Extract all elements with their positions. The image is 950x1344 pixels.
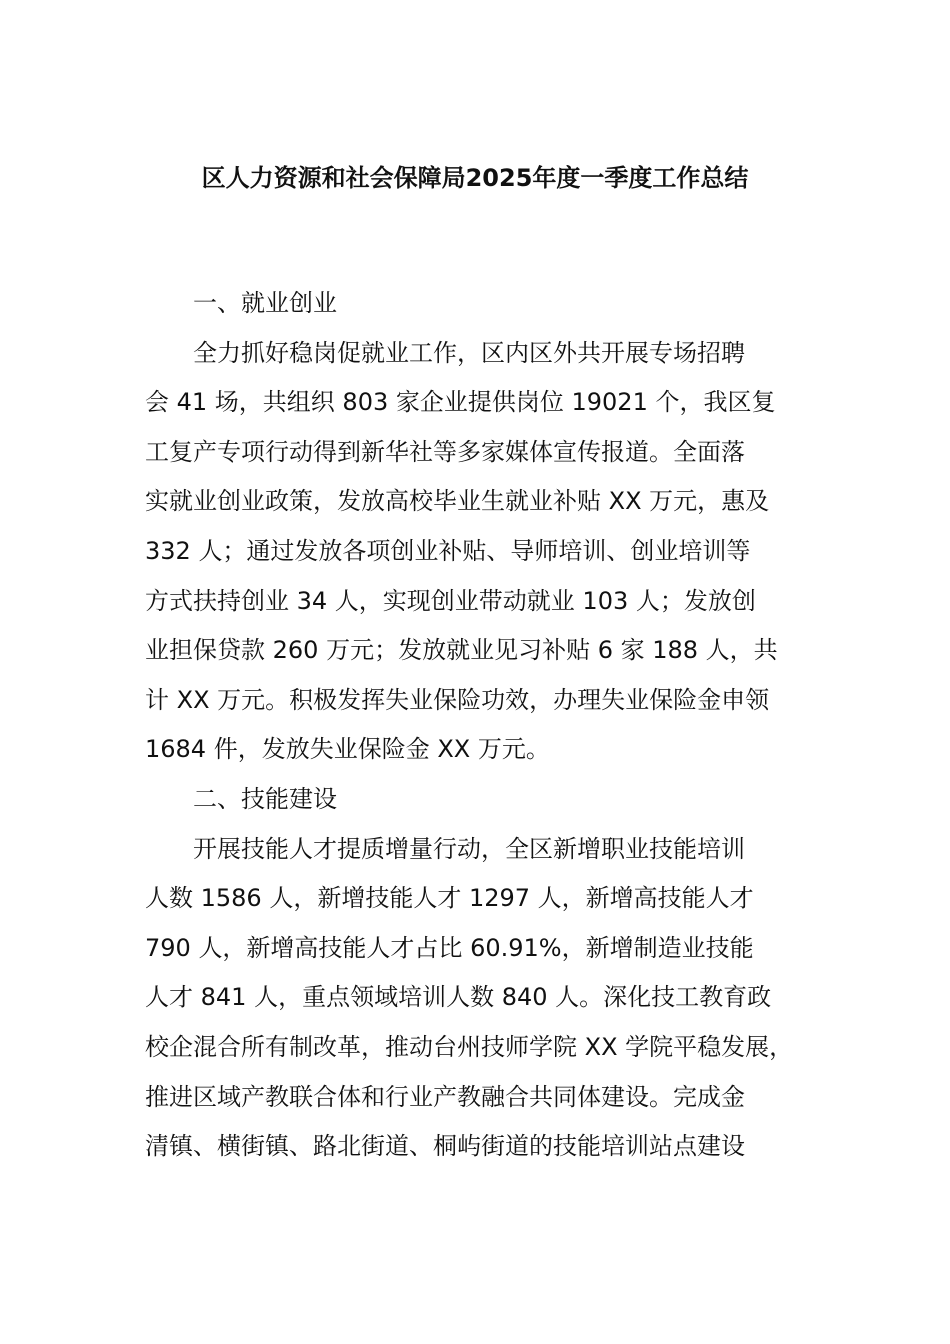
text-line: 人才 841 人，重点领域培训人数 840 人。深化技工教育政: [145, 983, 772, 1012]
section-heading-employment: 一、就业创业: [193, 289, 337, 317]
text-line: 会 41 场，共组织 803 家企业提供岗位 19021 个，我区复: [145, 388, 776, 417]
document-title: 区人力资源和社会保障局2025年度一季度工作总结: [201, 164, 749, 192]
text-line: 推进区域产教联合体和行业产教融合共同体建设。完成金: [145, 1082, 745, 1111]
text-line: 开展技能人才提质增量行动，全区新增职业技能培训: [193, 834, 745, 863]
text-line: 校企混合所有制改革，推动台州技师学院 XX 学院平稳发展，: [145, 1032, 794, 1061]
text-line: 方式扶持创业 34 人，实现创业带动就业 103 人；发放创: [145, 586, 756, 615]
section-heading-skills: 二、技能建设: [193, 784, 337, 813]
text-line: 332 人；通过发放各项创业补贴、导师培训、创业培训等: [145, 536, 751, 565]
document-body: [145, 279, 830, 1172]
section-paragraph-skills: [145, 825, 830, 1172]
text-line: 清镇、横街镇、路北街道、桐屿街道的技能培训站点建设: [145, 1132, 745, 1161]
text-line: 工复产专项行动得到新华社等多家媒体宣传报道。全面落: [145, 437, 745, 466]
text-line: 实就业创业政策，发放高校毕业生就业补贴 XX 万元，惠及: [145, 487, 770, 516]
section-paragraph-employment: [145, 329, 830, 775]
text-line: 人数 1586 人，新增技能人才 1297 人，新增高技能人才: [145, 884, 754, 913]
text-line: 全力抓好稳岗促就业工作，区内区外共开展专场招聘: [193, 338, 745, 367]
text-line: 计 XX 万元。积极发挥失业保险功效，办理失业保险金申领: [145, 685, 770, 714]
text-line: 1684 件，发放失业保险金 XX 万元。: [145, 735, 550, 764]
text-line: 业担保贷款 260 万元；发放就业见习补贴 6 家 188 人，共: [145, 636, 778, 665]
text-line: 790 人，新增高技能人才占比 60.91%，新增制造业技能: [145, 933, 754, 962]
